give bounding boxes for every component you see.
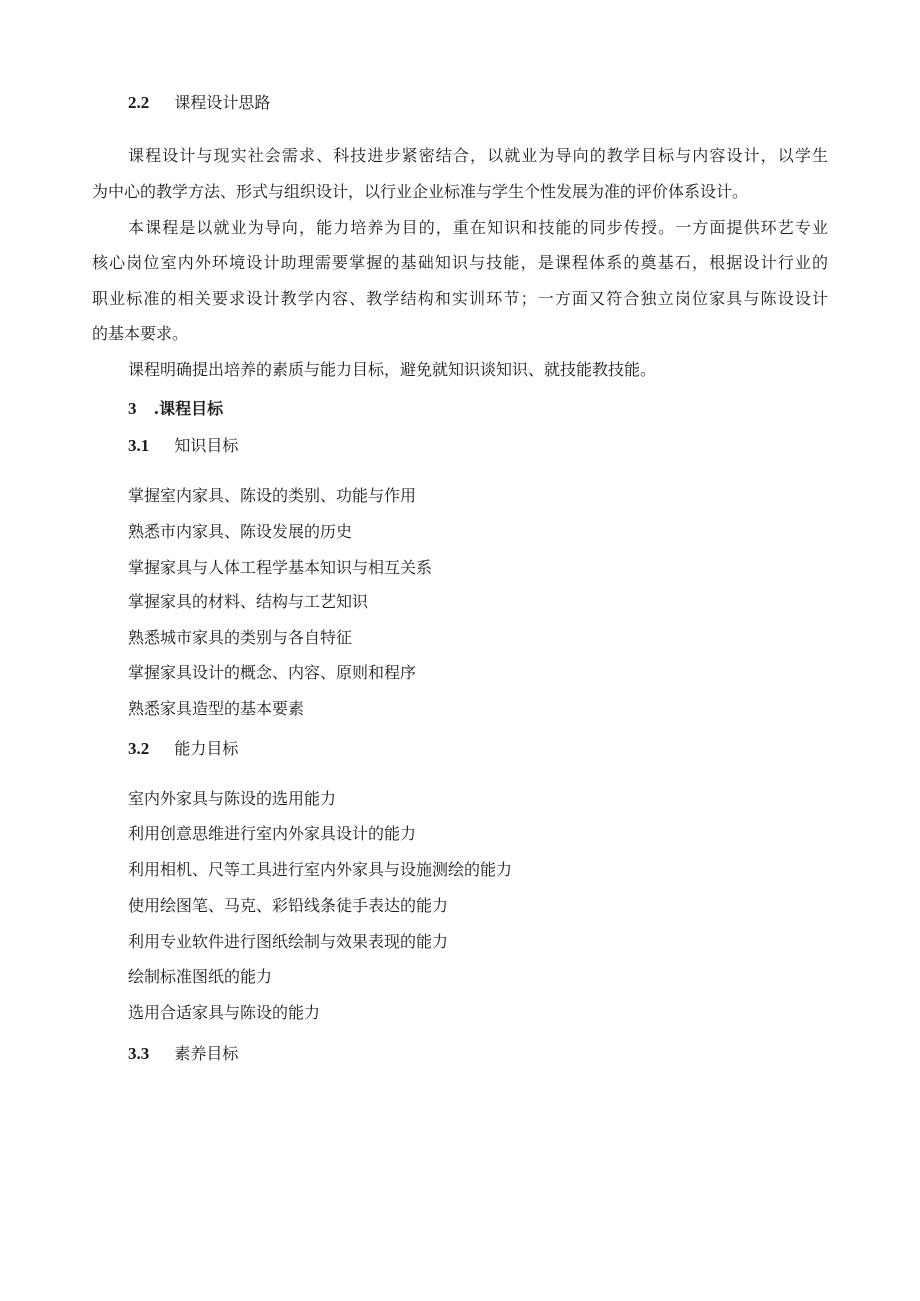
list-item: 熟悉城市家具的类别与各自特征 [128,628,353,647]
section-heading-2-2 [128,92,270,114]
paragraph-line: 课程明确提出培养的素质与能力目标，避免就知识谈知识、就技能教技能。 [128,360,657,379]
paragraph-line: 职业标准的相关要求设计教学内容、教学结构和实训环节；一方面又符合独立岗位家具与陈设设计 [92,289,828,308]
list-item: 掌握室内家具、陈设的类别、功能与作用 [128,486,417,505]
paragraph-line: 课程设计与现实社会需求、科技进步紧密结合，以就业为导向的教学目标与内容设计，以学生 [128,146,828,165]
list-item: 使用绘图笔、马克、彩铅线条徒手表达的能力 [128,896,449,915]
section-number: 3.3 [128,1044,150,1063]
paragraph-line: 核心岗位室内外环境设计助理需要掌握的基础知识与技能，是课程体系的奠基石，根据设计行业的 [92,253,828,272]
list-item: 利用相机、尺等工具进行室内外家具与设施测绘的能力 [128,860,513,879]
section-heading-3-3 [128,1043,238,1065]
section-title: 课程设计思路 [174,93,271,112]
list-item: 利用专业软件进行图纸绘制与效果表现的能力 [128,932,449,951]
list-item: 绘制标准图纸的能力 [128,967,273,986]
section-heading-3-1 [128,435,238,457]
section-title: 素养目标 [174,1044,239,1063]
list-item: 熟悉家具造型的基本要素 [128,699,305,718]
list-item: 选用合适家具与陈设的能力 [128,1003,321,1022]
paragraph-line: 本课程是以就业为导向，能力培养为目的，重在知识和技能的同步传授。一方面提供环艺专业 [128,218,828,237]
list-item: 利用创意思维进行室内外家具设计的能力 [128,824,417,843]
list-item: 室内外家具与陈设的选用能力 [128,789,337,808]
paragraph-line: 为中心的教学方法、形式与组织设计，以行业企业标准与学生个性发展为准的评价体系设计。 [92,182,749,201]
section-heading-3-2 [128,738,238,760]
list-item: 熟悉市内家具、陈设发展的历史 [128,522,353,541]
list-item: 掌握家具与人体工程学基本知识与相互关系 [128,558,433,577]
section-number: 3.2 [128,739,150,758]
section-number: 3 [128,399,137,418]
paragraph-line: 的基本要求。 [92,324,189,343]
section-title: .课程目标 [153,399,224,418]
list-item: 掌握家具设计的概念、内容、原则和程序 [128,663,417,682]
section-title: 能力目标 [174,739,239,758]
section-heading-3 [128,398,223,420]
section-number: 3.1 [128,436,150,455]
list-item: 掌握家具的材料、结构与工艺知识 [128,592,369,611]
section-number: 2.2 [128,93,150,112]
section-title: 知识目标 [174,436,239,455]
